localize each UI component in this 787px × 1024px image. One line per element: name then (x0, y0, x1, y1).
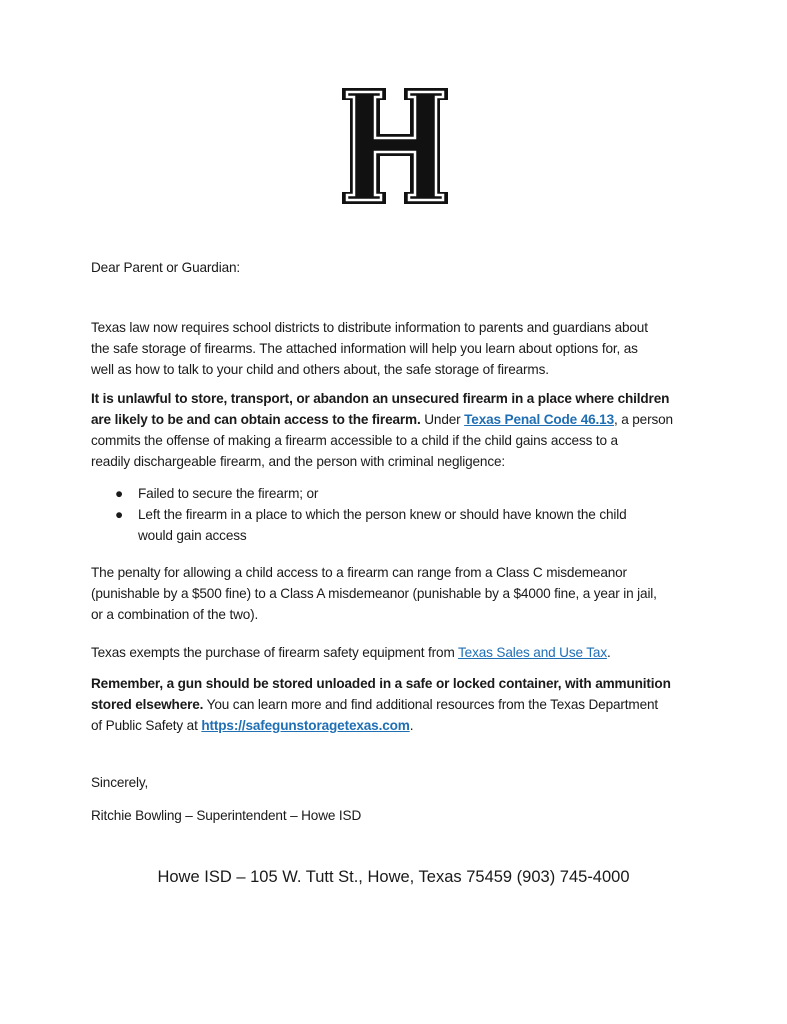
text-line: The penalty for allowing a child access to a firearm can range from a Class C misdemeanor (91, 565, 627, 580)
bold-text: It is unlawful to store, transport, or abandon an unsecured firearm in a place where children (91, 391, 670, 406)
sales-tax-link[interactable]: Texas Sales and Use Tax (458, 645, 607, 660)
bold-text: are likely to be and can obtain access to the firearm. (91, 412, 421, 427)
paragraph-law (91, 388, 673, 472)
text-line: commits the offense of making a firearm accessible to a child if the child gains access to a (91, 433, 618, 448)
text: . (409, 718, 414, 733)
text: Under (420, 412, 465, 427)
text-line: (punishable by a $500 fine) to a Class A misdemeanor (punishable by a $4000 fine, a year in jail, (91, 586, 657, 601)
footer-address: Howe ISD – 105 W. Tutt St., Howe, Texas 75459 (903) 745-4000 (157, 868, 630, 886)
bullet-text: Left the firearm in a place to which the person knew or should have known the child (138, 507, 627, 522)
paragraph-remember (91, 673, 671, 736)
signature: Ritchie Bowling – Superintendent – Howe ISD (91, 808, 362, 823)
school-logo-h (340, 86, 450, 206)
text: You can learn more and find additional resources from the Texas Department (203, 697, 659, 712)
salutation: Dear Parent or Guardian: (91, 260, 241, 275)
text-line: the safe storage of firearms. The attached information will help you learn about options for, as (91, 341, 638, 356)
safe-storage-link[interactable]: https://safegunstoragetexas.com (201, 718, 410, 733)
bullet-text: would gain access (138, 528, 247, 543)
closing: Sincerely, (91, 775, 149, 790)
text-line: well as how to talk to your child and others about, the safe storage of firearms. (91, 362, 549, 377)
bullet-icon: ● (115, 486, 124, 501)
paragraph-intro (91, 317, 648, 380)
text-line: Texas law now requires school districts to distribute information to parents and guardians about (91, 320, 648, 335)
penal-code-link[interactable]: Texas Penal Code 46.13 (464, 412, 614, 427)
text: Texas exempts the purchase of firearm safety equipment from (91, 645, 459, 660)
text-line: or a combination of the two). (91, 607, 259, 622)
paragraph-penalty (91, 562, 657, 625)
text: . (606, 645, 611, 660)
bullet-text: Failed to secure the firearm; or (138, 486, 319, 501)
bold-text: stored elsewhere. (91, 697, 204, 712)
text: of Public Safety at (91, 718, 202, 733)
bold-text: Remember, a gun should be stored unloaded in a safe or locked container, with ammunition (91, 676, 671, 691)
text-line: readily dischargeable firearm, and the person with criminal negligence: (91, 454, 506, 469)
bullet-icon: ● (115, 507, 124, 522)
text: , a person (613, 412, 673, 427)
paragraph-tax (91, 642, 611, 663)
